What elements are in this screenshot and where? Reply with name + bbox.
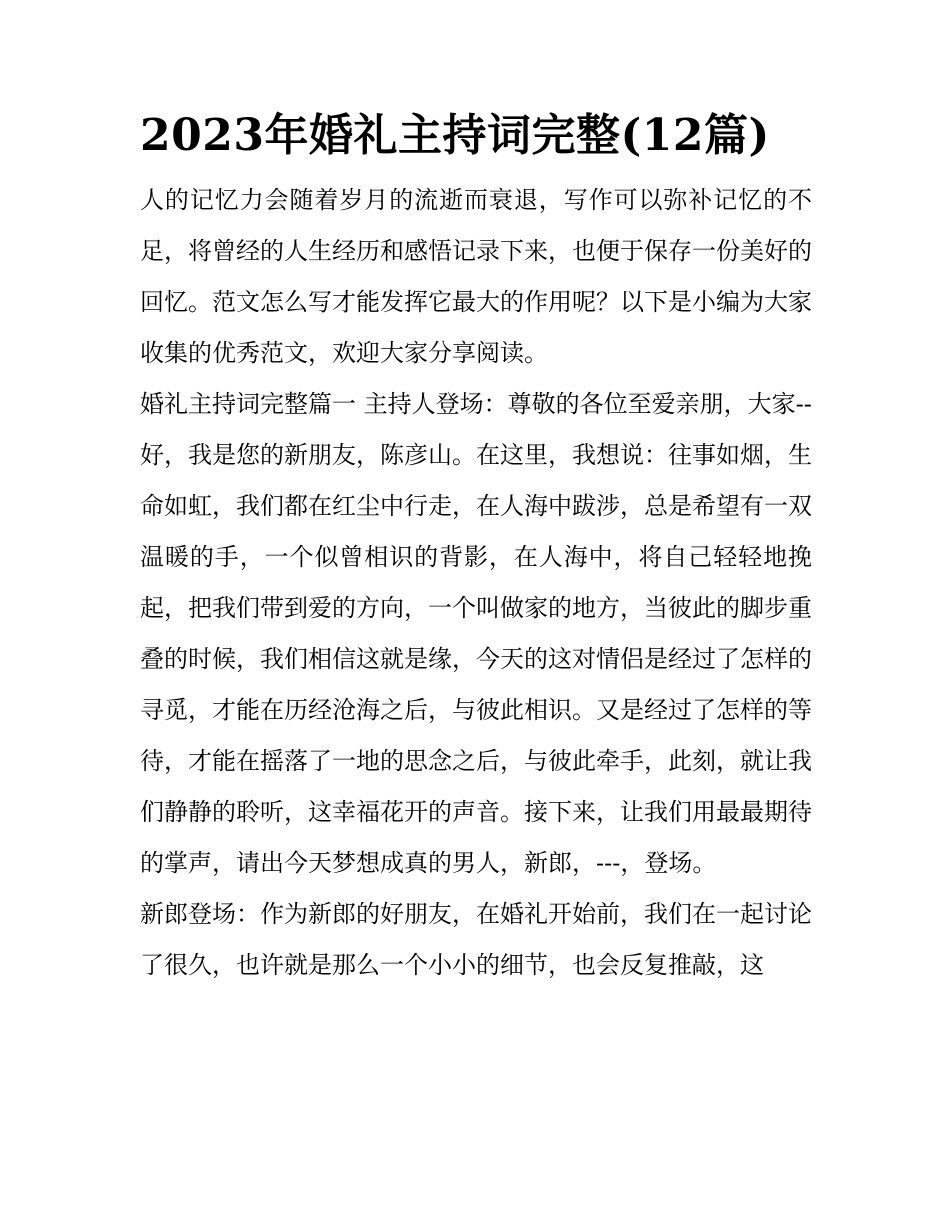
paragraph-groom-entrance: 新郎登场：作为新郎的好朋友，在婚礼开始前，我们在一起讨论了很久，也许就是那么一个小小的细节，也会反复推敲，这 bbox=[140, 899, 812, 979]
paragraph-intro: 人的记忆力会随着岁月的流逝而衰退，写作可以弥补记忆的不足，将曾经的人生经历和感悟记录下来，也便于保存一份美好的回忆。范文怎么写才能发挥它最大的作用呢？以下是小编为大家收集的优秀范文，欢迎大家分享阅读。 bbox=[140, 185, 812, 367]
document-title: 2023年婚礼主持词完整(12篇) bbox=[140, 110, 770, 161]
document-page bbox=[140, 110, 812, 991]
paragraph-host-entrance: 婚礼主持词完整篇一 主持人登场：尊敬的各位至爱亲朋，大家-- bbox=[140, 389, 812, 418]
paragraph-host-speech: 好，我是您的新朋友，陈彦山。在这里，我想说：往事如烟，生命如虹，我们都在红尘中行走，在人海中跋涉，总是希望有一双温暖的手，一个似曾相识的背影，在人海中，将自己轻轻地挽起，把我们带到爱的方向，一个叫做家的地方，当彼此的脚步重叠的时候，我们相信这就是缘，今天的这对情侣是经过了怎样的寻觅，才能在历经沧海之后，与彼此相识。又是经过了怎样的等待，才能在摇落了一地的思念之后，与彼此牵手，此刻，就让我们静静的聆听，这幸福花开的声音。接下来，让我们用最最期待的掌声，请出今天梦想成真的男人，新郎，---，登场。 bbox=[140, 440, 812, 877]
